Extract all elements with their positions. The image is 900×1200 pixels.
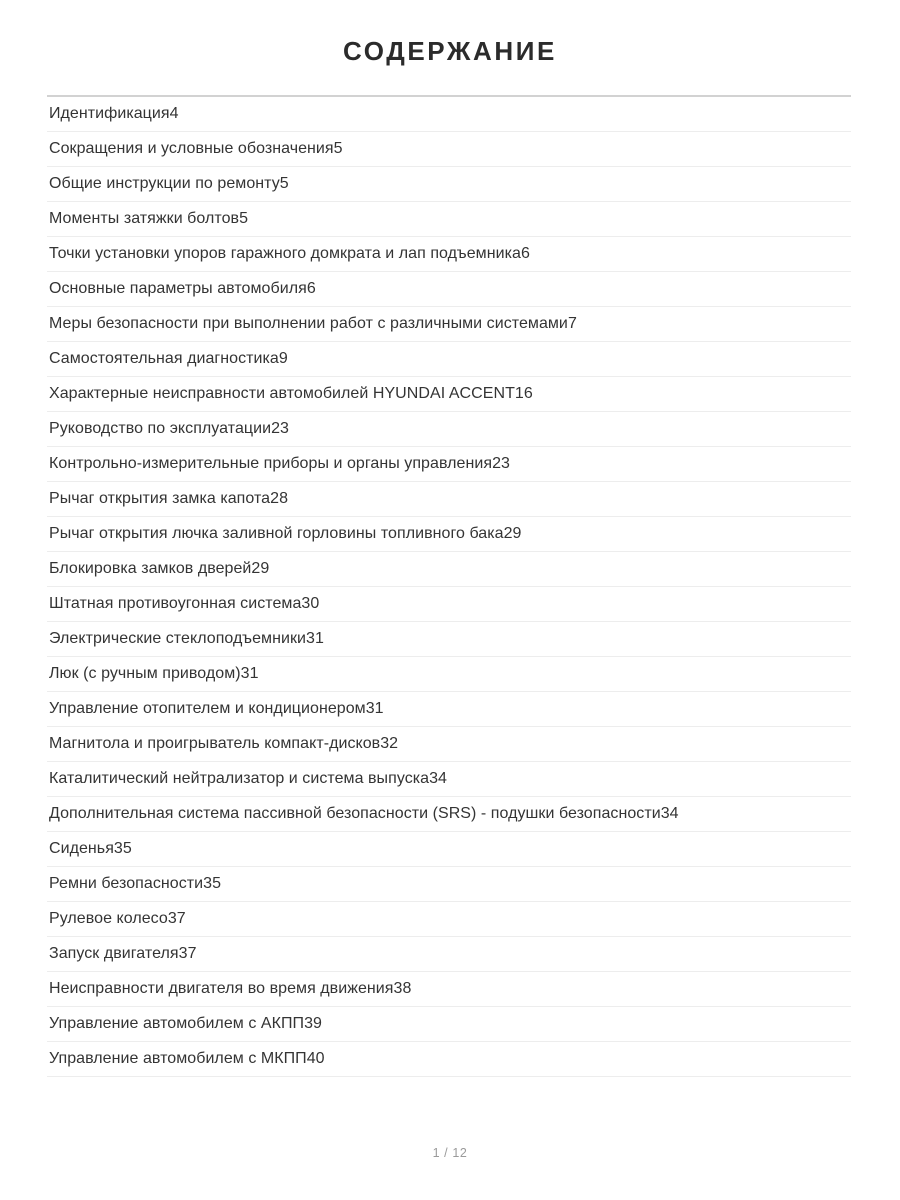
toc-entry-title: Меры безопасности при выполнении работ с различными системами	[49, 315, 568, 332]
toc-entry-title: Электрические стеклоподъемники	[49, 630, 307, 647]
toc-entry[interactable]	[47, 552, 851, 587]
toc-entry-page-number: 5	[239, 210, 249, 227]
toc-entry[interactable]	[47, 132, 851, 167]
toc-entry-page-number: 39	[304, 1015, 322, 1032]
toc-entry-page-number: 35	[203, 875, 222, 892]
toc-entry-page-number: 5	[279, 175, 289, 192]
toc-entry-title: Люк (с ручным приводом)	[49, 665, 241, 682]
toc-entry-title: Дополнительная система пассивной безопасности (SRS) - подушки безопасности	[49, 805, 661, 822]
toc-entry-page-number: 23	[492, 455, 510, 472]
toc-entry[interactable]	[47, 1042, 851, 1077]
toc-entry-title: Характерные неисправности автомобилей HYUNDAI ACCENT	[49, 385, 515, 402]
toc-entry[interactable]	[47, 937, 851, 972]
toc-entry-page-number: 32	[380, 735, 399, 752]
toc-entry[interactable]	[47, 727, 851, 762]
toc-entry-page-number: 7	[567, 315, 577, 332]
toc-entry[interactable]	[47, 307, 851, 342]
toc-entry-page-number: 31	[306, 630, 324, 647]
toc-entry[interactable]	[47, 517, 851, 552]
toc-entry-title: Ремни безопасности	[49, 875, 204, 892]
toc-entry[interactable]	[47, 832, 851, 867]
toc-entry[interactable]	[47, 342, 851, 377]
page-indicator: 1 / 12	[432, 1146, 468, 1160]
toc-entry-page-number: 38	[393, 980, 412, 997]
toc-entry[interactable]	[47, 762, 851, 797]
toc-entry-title: Магнитола и проигрыватель компакт-дисков	[49, 735, 381, 752]
toc-entry-title: Управление отопителем и кондиционером	[49, 700, 366, 717]
toc-entry-page-number: 31	[240, 665, 259, 682]
toc-entry[interactable]	[47, 622, 851, 657]
toc-entry-page-number: 6	[306, 280, 316, 297]
toc-entry-title: Сиденья	[49, 840, 114, 857]
toc-entry-title: Рычаг открытия замка капота	[49, 490, 271, 507]
toc-entry-page-number: 4	[169, 105, 179, 122]
toc-entry-title: Управление автомобилем с МКПП	[49, 1050, 307, 1067]
toc-entry-title: Рычаг открытия лючка заливной горловины топливного бака	[49, 525, 504, 542]
toc-entry-page-number: 30	[301, 595, 320, 612]
toc-entry[interactable]	[47, 377, 851, 412]
toc-entry-page-number: 9	[278, 350, 288, 367]
toc-entry-title: Идентификация	[49, 105, 170, 122]
toc-entry-title: Самостоятельная диагностика	[49, 350, 279, 367]
toc-entry-page-number: 23	[271, 420, 290, 437]
toc-entry-page-number: 37	[167, 910, 186, 927]
toc-entry-title: Каталитический нейтрализатор и система выпуска	[49, 770, 430, 787]
toc-entry-title: Руководство по эксплуатации	[49, 420, 272, 437]
toc-entry-title: Точки установки упоров гаражного домкрата и лап подъемника	[49, 245, 521, 262]
toc-entry-page-number: 35	[113, 840, 132, 857]
toc-entry[interactable]	[47, 97, 851, 132]
toc-entry-page-number: 16	[514, 385, 533, 402]
toc-entry[interactable]	[47, 447, 851, 482]
toc-entry-page-number: 6	[520, 245, 530, 262]
toc-entry-title: Общие инструкции по ремонту	[49, 175, 280, 192]
toc-entry-page-number: 34	[660, 805, 679, 822]
toc-entry-title: Запуск двигателя	[49, 945, 179, 962]
toc-entry[interactable]	[47, 202, 851, 237]
toc-entry[interactable]	[47, 692, 851, 727]
toc-entry-title: Сокращения и условные обозначения	[49, 140, 334, 157]
toc-entry[interactable]	[47, 412, 851, 447]
toc-entry-title: Контрольно-измерительные приборы и органы управления	[49, 455, 493, 472]
toc-entry-page-number: 29	[251, 560, 270, 577]
toc-entry-page-number: 5	[333, 140, 343, 157]
table-of-contents-list	[0, 97, 900, 1077]
toc-entry[interactable]	[47, 867, 851, 902]
toc-entry[interactable]	[47, 1007, 851, 1042]
toc-entry-title: Рулевое колесо	[49, 910, 168, 927]
toc-entry-title: Штатная противоугонная система	[49, 595, 302, 612]
toc-entry[interactable]	[47, 902, 851, 937]
document-footer	[0, 1144, 900, 1200]
toc-entry[interactable]	[47, 657, 851, 692]
toc-entry-page-number: 34	[429, 770, 448, 787]
toc-entry-page-number: 40	[306, 1050, 325, 1067]
toc-entry[interactable]	[47, 797, 851, 832]
toc-entry-page-number: 31	[365, 700, 384, 717]
document-header	[0, 0, 900, 97]
page-title: СОДЕРЖАНИЕ	[343, 36, 557, 66]
toc-entry-page-number: 28	[270, 490, 289, 507]
toc-entry-title: Моменты затяжки болтов	[49, 210, 240, 227]
toc-entry[interactable]	[47, 972, 851, 1007]
toc-entry-title: Управление автомобилем с АКПП	[49, 1015, 305, 1032]
toc-entry[interactable]	[47, 272, 851, 307]
toc-entry[interactable]	[47, 587, 851, 622]
toc-entry-title: Основные параметры автомобиля	[49, 280, 307, 297]
toc-entry[interactable]	[47, 482, 851, 517]
toc-entry-title: Неисправности двигателя во время движения	[49, 980, 394, 997]
toc-entry-page-number: 37	[178, 945, 197, 962]
toc-entry[interactable]	[47, 167, 851, 202]
toc-entry[interactable]	[47, 237, 851, 272]
toc-entry-page-number: 29	[503, 525, 522, 542]
toc-entry-title: Блокировка замков дверей	[49, 560, 252, 577]
